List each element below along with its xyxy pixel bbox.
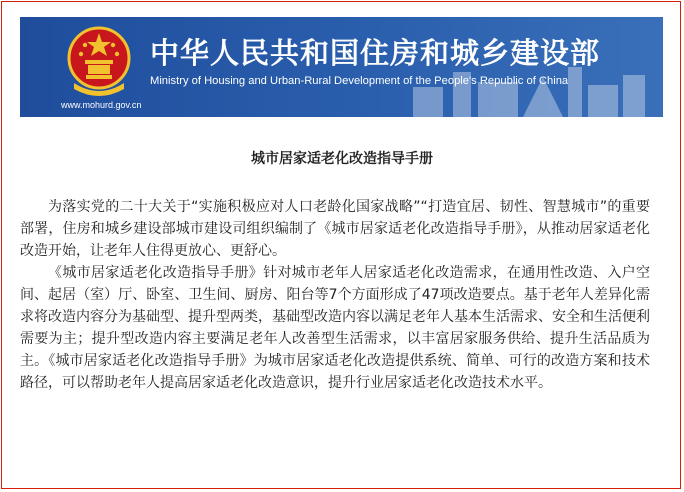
ministry-name-english: Ministry of Housing and Urban-Rural Development of the People's Republic of China	[150, 75, 569, 87]
national-emblem-icon	[66, 25, 132, 97]
article-paragraph: 《城市居家适老化改造指导手册》针对城市老年人居家适老化改造需求，在通用性改造、入户空间、起居（室）厅、卧室、卫生间、厨房、阳台等7个方面形成了47项改造要点。基于老年人差异化需求将改造内容分为基础型、提升型两类，基础型改造内容以满足老年人基本生活需求、安全和生活便利需要为主；提升型改造内容主要满足老年人改善型生活需求，以丰富居家服务供给、提升生活品质为主。《城市居家适老化改造指导手册》为城市居家适老化改造提供系统、简单、可行的改造方案和技术路径，可以帮助老年人提高居家适老化改造意识，提升行业居家适老化改造技术水平。	[20, 265, 650, 391]
ministry-url: www.mohurd.gov.cn	[61, 100, 142, 110]
ministry-banner	[20, 17, 663, 117]
article-paragraph: 为落实党的二十大关于“实施积极应对人口老龄化国家战略”“打造宜居、韧性、智慧城市”的重要部署，住房和城乡建设部城市建设司组织编制了《城市居家适老化改造指导手册》，从推动居家适老化改造开始，让老年人住得更放心、更舒心。	[20, 199, 650, 259]
ministry-name-chinese: 中华人民共和国住房和城乡建设部	[150, 36, 601, 70]
article-title: 城市居家适老化改造指导手册	[251, 151, 433, 167]
article-body	[20, 196, 650, 394]
